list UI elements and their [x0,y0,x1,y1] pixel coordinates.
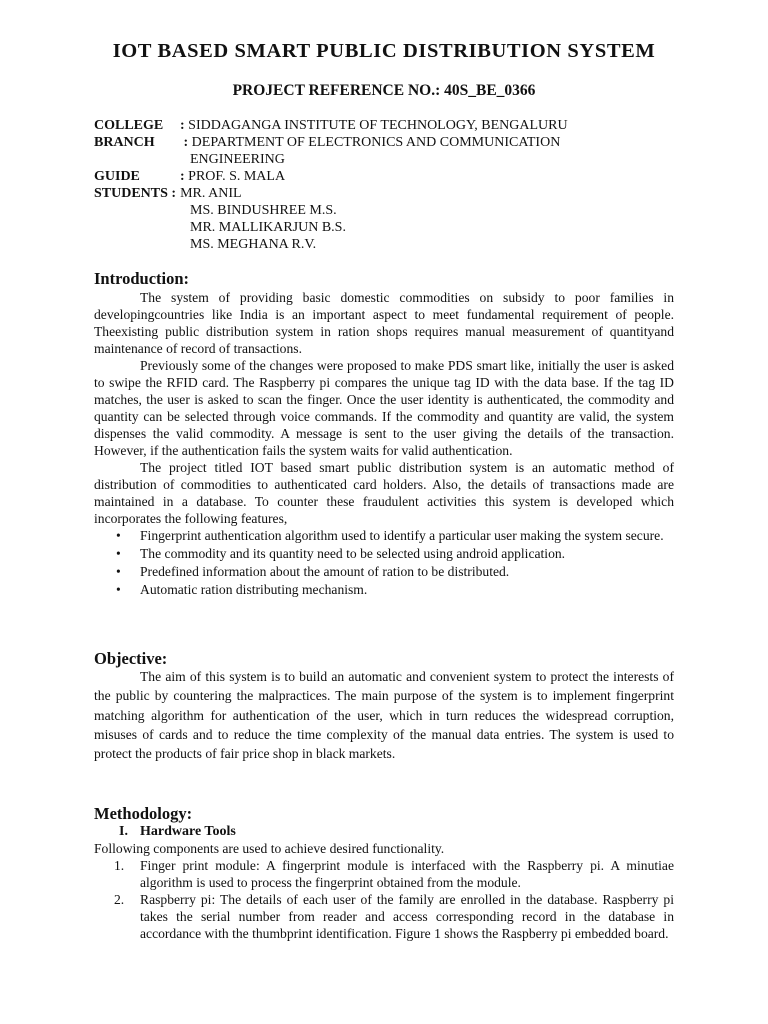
student-row [94,219,568,236]
hardware-item [94,857,674,891]
feature-item [94,581,674,598]
guide-separator: : [180,169,185,184]
features-list [94,527,674,598]
objective-heading: Objective: [94,649,168,668]
introduction-paragraph: Previously some of the changes were proposed to make PDS smart like, initially the user is asked to swipe the RFID card. The Raspberry pi compares the unique tag ID with the data base. If the tag ID matches, the user is asked to scan the finger. Once the user identity is authenticated, the commodity and quantity can be selected through voice commands. If the commodity and quantity are valid, the system dispenses the valid commodity. A message is sent to the user giving the details of the transaction. However, if the authentication fails the system waits for valid authentication. [94,358,674,458]
guide-value-wrap [180,168,285,185]
student-name: MR. ANIL [180,186,242,201]
hardware-list [94,857,674,942]
branch-value-continued: ENGINEERING [190,152,285,167]
objective-section [94,667,674,763]
students-label: STUDENTS : [94,186,177,201]
subheading-title: Hardware Tools [140,824,236,839]
branch-row [94,134,568,151]
item-text: Finger print module: A fingerprint module is interfaced with the Raspberry pi. A minutiae algorithm is used to process the fingerprint obtained from the module. [140,858,674,890]
introduction-section [94,289,674,599]
hardware-item [94,891,674,942]
college-label: COLLEGE [94,118,164,133]
feature-item [94,545,674,562]
feature-text: Predefined information about the amount of ration to be distributed. [140,564,510,579]
student-name: MR. MALLIKARJUN B.S. [190,220,346,235]
branch-value: DEPARTMENT OF ELECTRONICS AND COMMUNICATION [191,135,561,150]
objective-paragraph: The aim of this system is to build an automatic and convenient system to protect the interests of the public by countering the malpractices. The main purpose of the system is to implement fingerprint matching algorithm for authentication of the user, which in turn reduces the widespread corruption, misuses of cards and to reduce the time complexity of the manual data entries. The system is used to protect the products of fair price shop in black markets. [94,669,674,762]
feature-item [94,563,674,580]
methodology-heading: Methodology: [94,804,193,823]
introduction-paragraph: The system of providing basic domestic commodities on subsidy to poor families in developingcountries like India is an important aspect to meet fundamental requirement of people. Theexisting public distribution system in ration shops requires manual measurement of quantityand maintenance of record of transactions. [94,290,674,356]
branch-label: BRANCH [94,135,155,150]
methodology-intro: Following components are used to achieve desired functionality. [94,841,445,856]
document-title: IOT BASED SMART PUBLIC DISTRIBUTION SYSTEM [112,40,656,62]
feature-item [94,527,674,544]
guide-row [94,168,568,185]
introduction-paragraph: The project titled IOT based smart public distribution system is an automatic method of distribution of commodities to authenticated card holders. Also, the details of transactions made are maintained in a database. To counter these fraudulent activities this system is developed which incorporates the following features, [94,460,674,526]
hardware-tools-subheading [94,823,674,840]
item-text: Raspberry pi: The details of each user of the family are enrolled in the database. Raspberry pi takes the serial number from reader and access corresponding record in the database in accordance with the thumbprint identification. Figure 1 shows the Raspberry pi embedded board. [140,892,674,941]
item-number: 2. [114,892,125,907]
students-row [94,185,568,202]
project-meta [94,117,568,253]
branch-value-wrap [180,134,560,151]
guide-label: GUIDE [94,169,140,184]
college-separator: : [180,118,185,133]
item-number: 1. [114,858,125,873]
bullet-icon: • [116,564,121,579]
bullet-icon: • [116,546,121,561]
college-row [94,117,568,134]
feature-text: The commodity and its quantity need to be selected using android application. [140,546,566,561]
feature-text: Fingerprint authentication algorithm used to identify a particular user making the system secure. [140,528,664,543]
student-name: MS. MEGHANA R.V. [190,237,317,252]
student-name: MS. BINDUSHREE M.S. [190,203,337,218]
guide-value: PROF. S. MALA [188,169,286,184]
college-value-wrap [180,117,568,134]
college-value: SIDDAGANGA INSTITUTE OF TECHNOLOGY, BENGALURU [188,118,568,133]
bullet-icon: • [116,528,121,543]
introduction-heading: Introduction: [94,269,190,288]
feature-text: Automatic ration distributing mechanism. [140,582,368,597]
methodology-section [94,823,674,942]
student-row [94,202,568,219]
branch-row-continued [94,151,568,168]
project-reference: PROJECT REFERENCE NO.: 40S_BE_0366 [232,82,536,99]
bullet-icon: • [116,582,121,597]
branch-separator: : [183,135,189,150]
subheading-number: I. [119,824,128,839]
student-row [94,236,568,253]
